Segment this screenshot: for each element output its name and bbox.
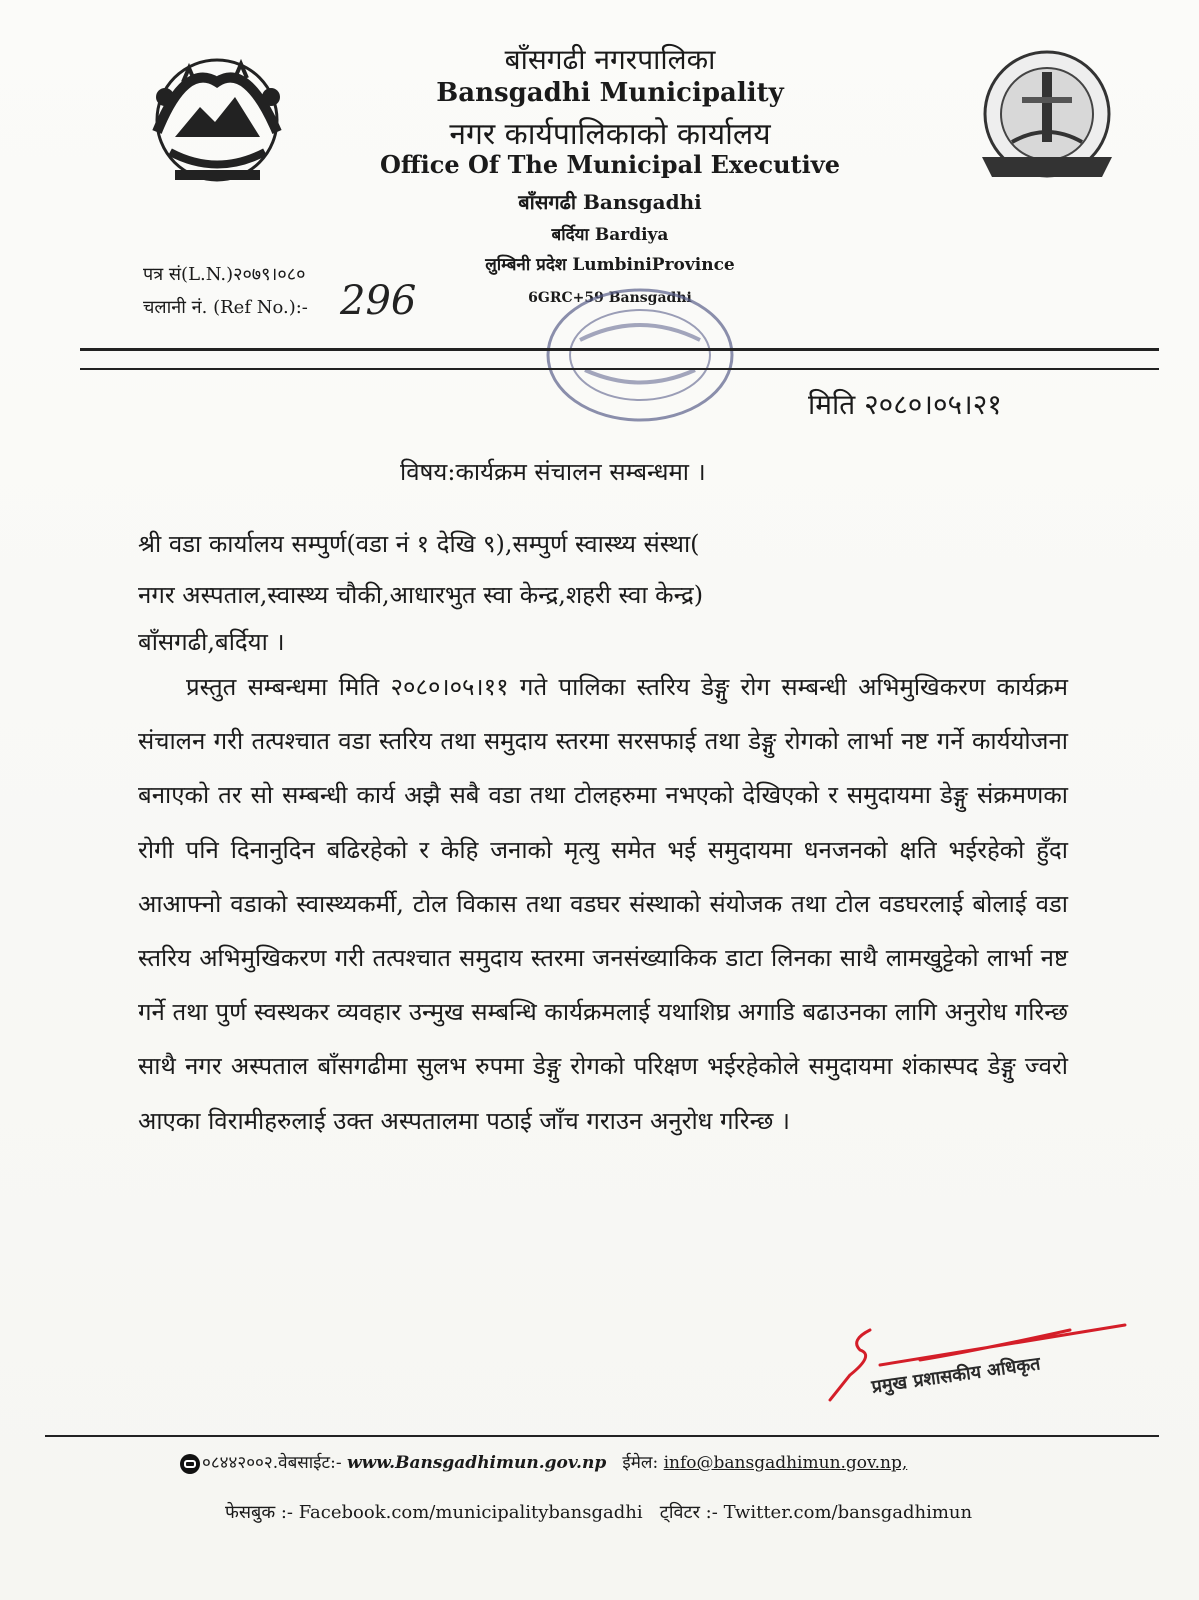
footer-website[interactable]: www.Bansgadhimun.gov.np (346, 1453, 607, 1473)
address-line-3: बाँसगढी,बर्दिया । (138, 628, 285, 656)
footer-rule (45, 1435, 1159, 1437)
letter-subject: विषय:कार्यक्रम संचालन सम्बन्धमा । (400, 458, 706, 486)
municipality-logo-icon (972, 42, 1122, 192)
nepal-emblem-icon (135, 42, 300, 192)
footer-line-2 (225, 1500, 972, 1524)
footer-line-1 (180, 1450, 907, 1474)
office-name-en: Office Of The Municipal Executive (380, 150, 840, 179)
location-line: बाँसगढी Bansgadhi (518, 190, 702, 214)
footer-website-label: वेबसाईट:- (278, 1453, 342, 1473)
province-line: लुम्बिनी प्रदेश LumbiniProvince (485, 255, 735, 275)
footer-facebook-label: फेसबुक :- (225, 1502, 294, 1523)
ref-label: चलानी नं. (Ref No.):- (143, 297, 308, 318)
footer-email-label: ईमेल: (622, 1453, 659, 1473)
phone-icon (180, 1454, 200, 1474)
header-rule-bottom (80, 368, 1159, 370)
footer-phone: ०८४४२००२. (202, 1453, 279, 1473)
letter-date: मिति २०८०।०५।२१ (808, 388, 1002, 421)
municipality-name-en: Bansgadhi Municipality (436, 78, 784, 108)
footer-email[interactable]: info@bansgadhimun.gov.np, (663, 1453, 908, 1473)
plus-code-line: 6GRC+59 Bansgadhi (528, 290, 692, 306)
letter-body: प्रस्तुत सम्बन्धमा मिति २०८०।०५।११ गते पालिका स्तरिय डेङ्गु रोग सम्बन्धी अभिमुखिकरण कार्यक्रम संचालन गरी तत्पश्चात वडा स्तरिय तथा समुदाय स्तरमा सरसफाई तथा डेङ्गु रोगको लार्भा नष्ट गर्ने कार्ययोजना बनाएको तर सो सम्बन्धी कार्य अझै सबै वडा तथा टोलहरुमा नभएको देखिएको र समुदायमा डेङ्गु संक्रमणका रोगी पनि दिनानुदिन बढिरहेको र केहि जनाको मृत्यु समेत भई समुदायमा धनजनको क्षति भईरहेको हुँदा आआफ्नो वडाको स्वास्थ्यकर्मी, टोल विकास तथा वडघर संस्थाको संयोजक तथा टोल वडघरलाई बोलाई वडा स्तरिय अभिमुखिकरण गरी तत्पश्चात समुदाय स्तरमा जनसंख्याकिक डाटा लिनका साथै लामखुट्टेको लार्भा नष्ट गर्ने तथा पुर्ण स्वस्थकर व्यवहार उन्मुख सम्बन्धि कार्यक्रमलाई यथाशिघ्र अगाडि बढाउनका लागि अनुरोध गरिन्छ साथै नगर अस्पताल बाँसगढीमा सुलभ रुपमा डेङ्गु रोगको परिक्षण भईरहेकोले समुदायमा शंकास्पद डेङ्गु ज्वरो आएका विरामीहरुलाई उक्त अस्पतालमा पठाई जाँच गराउन अनुरोध गरिन्छ । (138, 673, 1068, 1135)
address-line-1: श्री वडा कार्यालय सम्पुर्ण(वडा नं १ देखि ९),सम्पुर्ण स्वास्थ्य संस्था( (138, 530, 700, 558)
office-name-np: नगर कार्यपालिकाको कार्यालय (449, 117, 771, 152)
address-line-2: नगर अस्पताल,स्वास्थ्य चौकी,आधारभुत स्वा केन्द्र,शहरी स्वा केन्द्र) (138, 581, 704, 609)
footer-twitter[interactable]: Twitter.com/bansgadhimun (723, 1502, 973, 1523)
footer-facebook[interactable]: Facebook.com/municipalitybansgadhi (298, 1502, 643, 1523)
municipality-name-np: बाँसगढी नगरपालिका (504, 43, 716, 76)
district-line: बर्दिया Bardiya (551, 225, 669, 245)
signatory-title: प्रमुख प्रशासकीय अधिकृत (870, 1353, 1042, 1398)
header-rule-top (80, 348, 1159, 351)
letter-number: पत्र सं(L.N.)२०७९।०८० (143, 264, 306, 285)
office-stamp-icon (540, 280, 740, 430)
footer-twitter-label: ट्विटर :- (659, 1502, 718, 1523)
ref-number-handwritten: 296 (340, 278, 417, 324)
